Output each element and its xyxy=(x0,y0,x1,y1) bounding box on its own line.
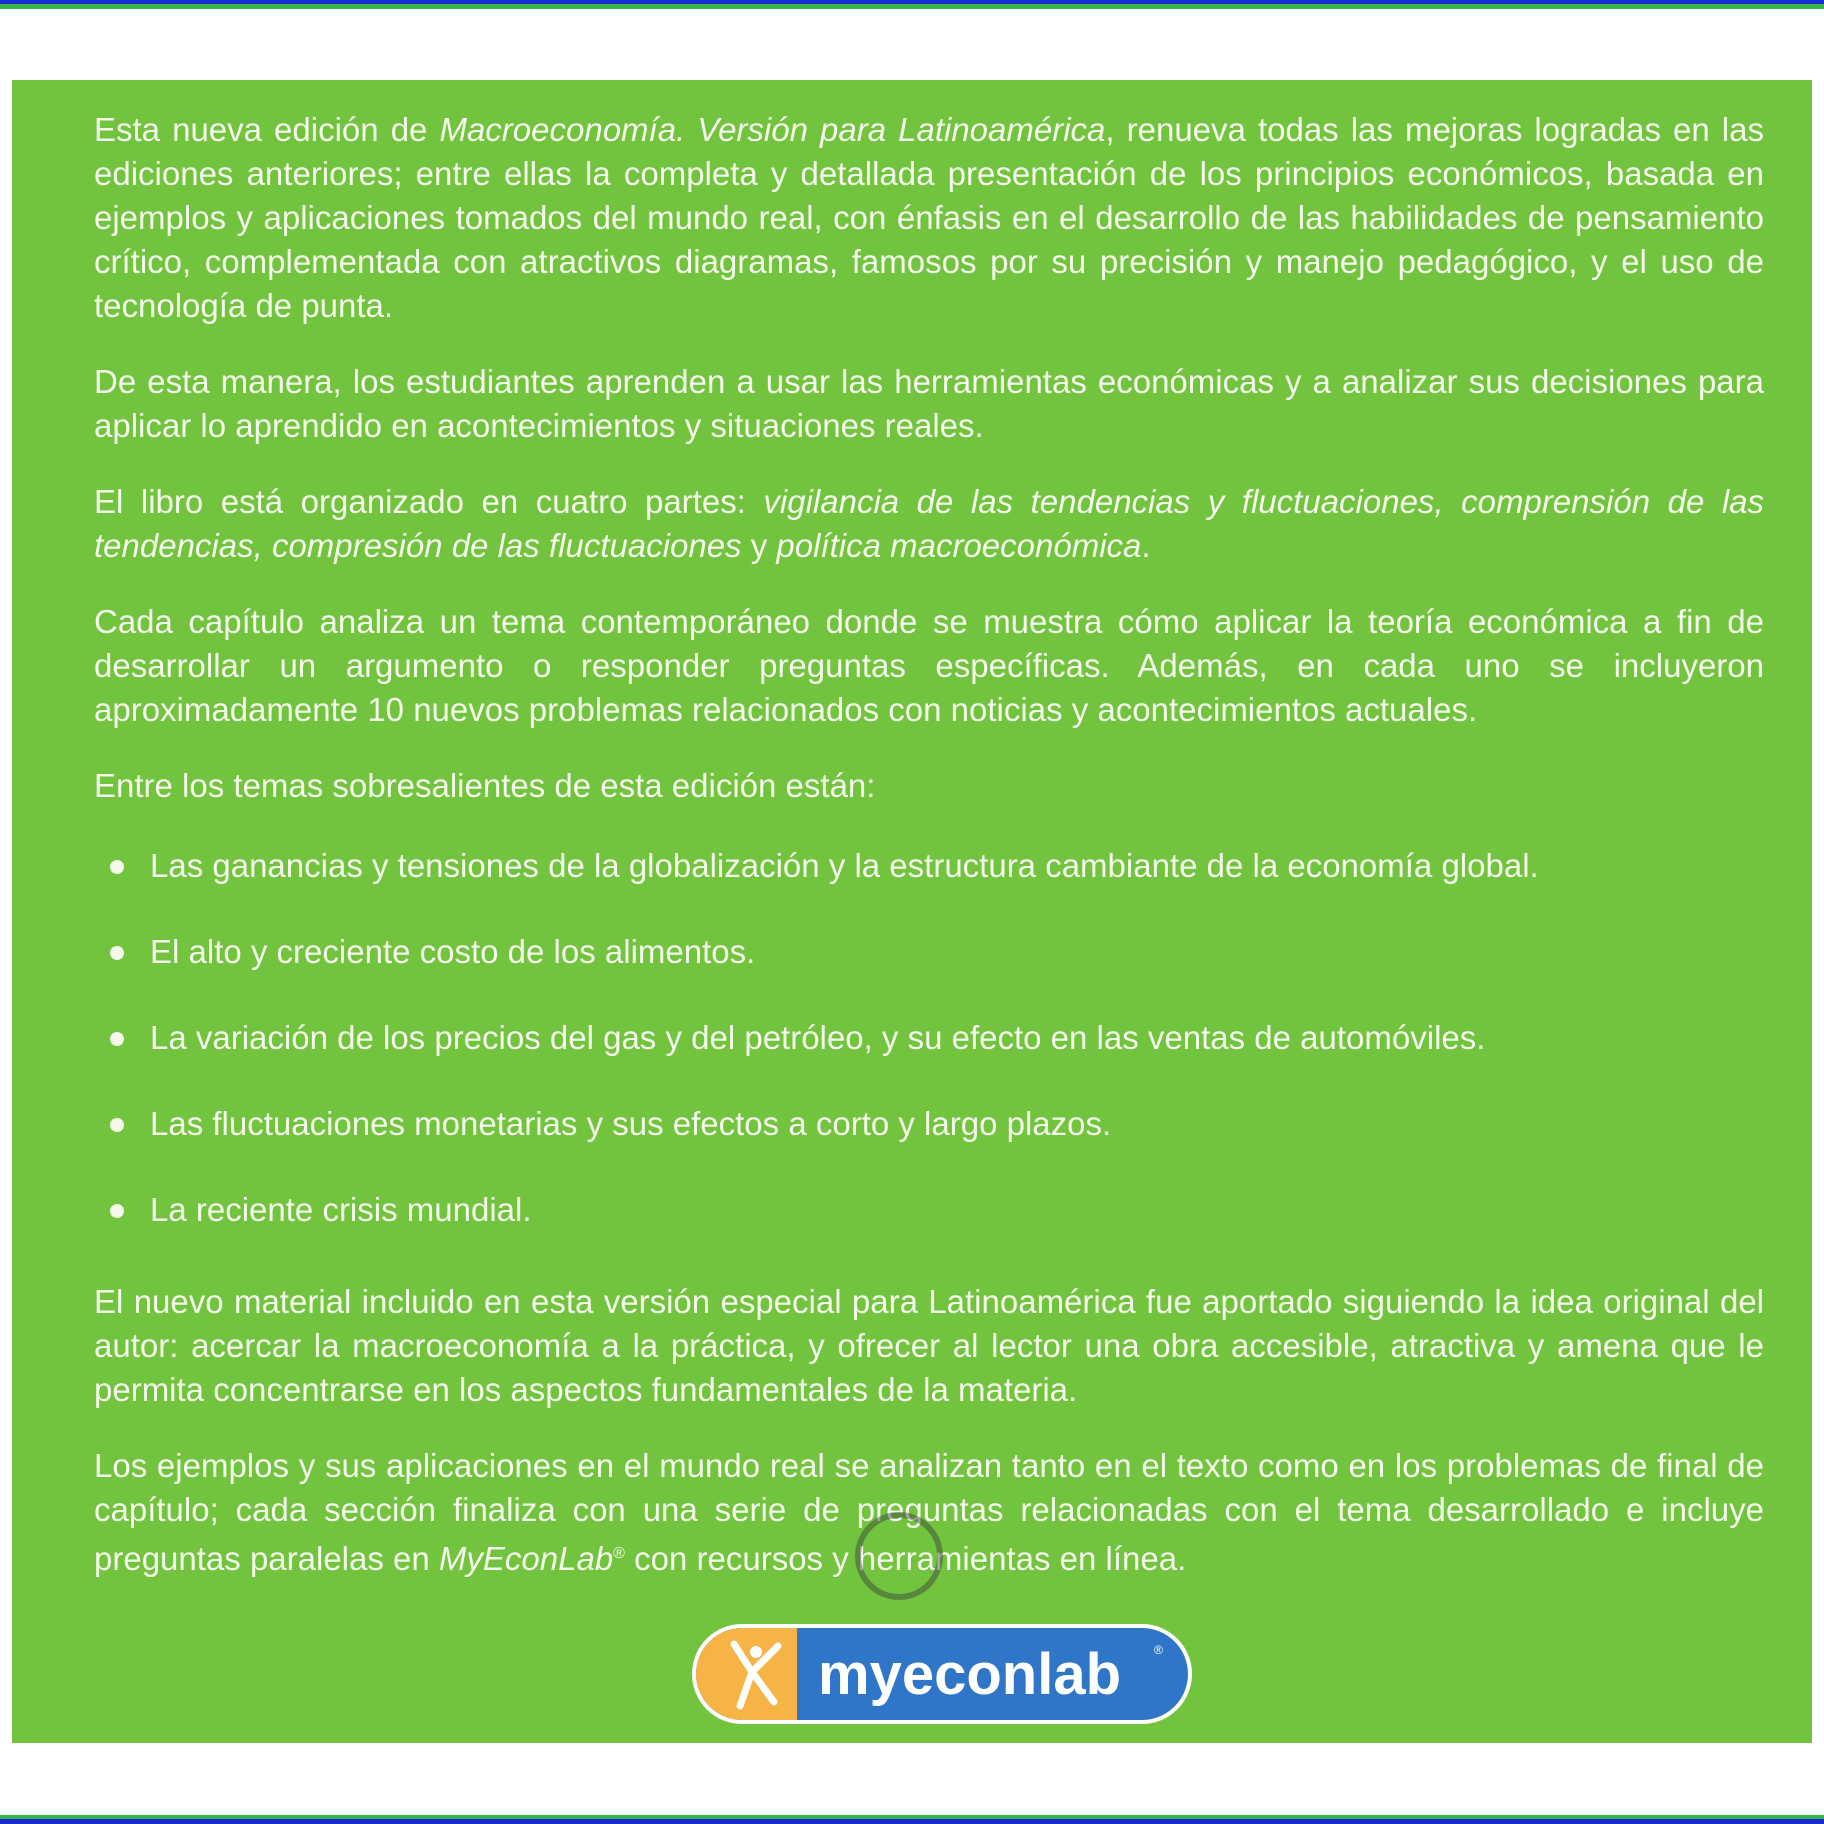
svg-text:®: ® xyxy=(1154,1643,1163,1657)
paragraph-topics-intro: Entre los temas sobresalientes de esta edición están: xyxy=(94,767,876,804)
list-item: La reciente crisis mundial. xyxy=(150,1188,1764,1252)
back-cover-text xyxy=(94,108,1764,1613)
paragraph-new-material: El nuevo material incluido en esta versión especial para Latinoamérica fue aportado siguiendo la idea original del autor: acercar la macroeconomía a la práctica, y ofrecer al lector una obra accesible, atractiva y amena que le permita concentrarse en los aspectos fundamentales de la materia. xyxy=(94,1283,1764,1408)
logo-text: myeconlab xyxy=(818,1642,1121,1707)
paragraph-parts: El libro está organizado en cuatro partes: vigilancia de las tendencias y fluctuaciones, comprensión de las tendencias, compresión de las fluctuaciones y política macroeconómica. xyxy=(94,483,1765,564)
top-border xyxy=(0,0,1824,9)
bullet-icon xyxy=(110,1032,124,1046)
paragraph-intro: Esta nueva edición de Macroeconomía. Versión para Latinoamérica, renueva todas las mejoras logradas en las ediciones anteriores; entre ellas la completa y detallada presentación de los principios económicos, basada en ejemplos y aplicaciones tomados del mundo real, con énfasis en el desarrollo de las habilidades de pensamiento crítico, complementada con atractivos diagramas, famosos por su precisión y manejo pedagógico, y el uso de tecnología de punta. xyxy=(94,111,1764,324)
paragraph-chapters: Cada capítulo analiza un tema contemporáneo donde se muestra cómo aplicar la teoría económica a fin de desarrollar un argumento o responder preguntas específicas. Además, en cada uno se incluyeron aproximadamente 10 nuevos problemas relacionados con noticias y acontecimientos actuales. xyxy=(94,603,1764,728)
paragraph-students: De esta manera, los estudiantes aprenden a usar las herramientas económicas y a analizar sus decisiones para aplicar lo aprendido en acontecimientos y situaciones reales. xyxy=(94,363,1764,444)
topics-list xyxy=(94,844,1764,1252)
myeconlab-logo xyxy=(692,1624,1192,1724)
list-item: El alto y creciente costo de los alimentos. xyxy=(150,930,1764,1016)
list-item: Las ganancias y tensiones de la globalización y la estructura cambiante de la economía global. xyxy=(150,844,1764,930)
list-item: La variación de los precios del gas y del petróleo, y su efecto en las ventas de automóviles. xyxy=(150,1016,1764,1102)
watermark-icon xyxy=(855,1512,943,1600)
bullet-icon xyxy=(110,946,124,960)
bottom-border xyxy=(0,1815,1824,1824)
paragraph-examples: Los ejemplos y sus aplicaciones en el mundo real se analizan tanto en el texto como en los problemas de final de capítulo; cada sección finaliza con una serie de preguntas relacionadas con el tema desarrollado e incluye preguntas paralelas en MyEconLab® con recursos y herramientas en línea. xyxy=(94,1447,1764,1577)
book-title: Macroeconomía. Versión para Latinoamérica xyxy=(439,111,1106,148)
bullet-icon xyxy=(110,860,124,874)
bullet-icon xyxy=(110,1204,124,1218)
bullet-icon xyxy=(110,1118,124,1132)
list-item: Las fluctuaciones monetarias y sus efectos a corto y largo plazos. xyxy=(150,1102,1764,1188)
